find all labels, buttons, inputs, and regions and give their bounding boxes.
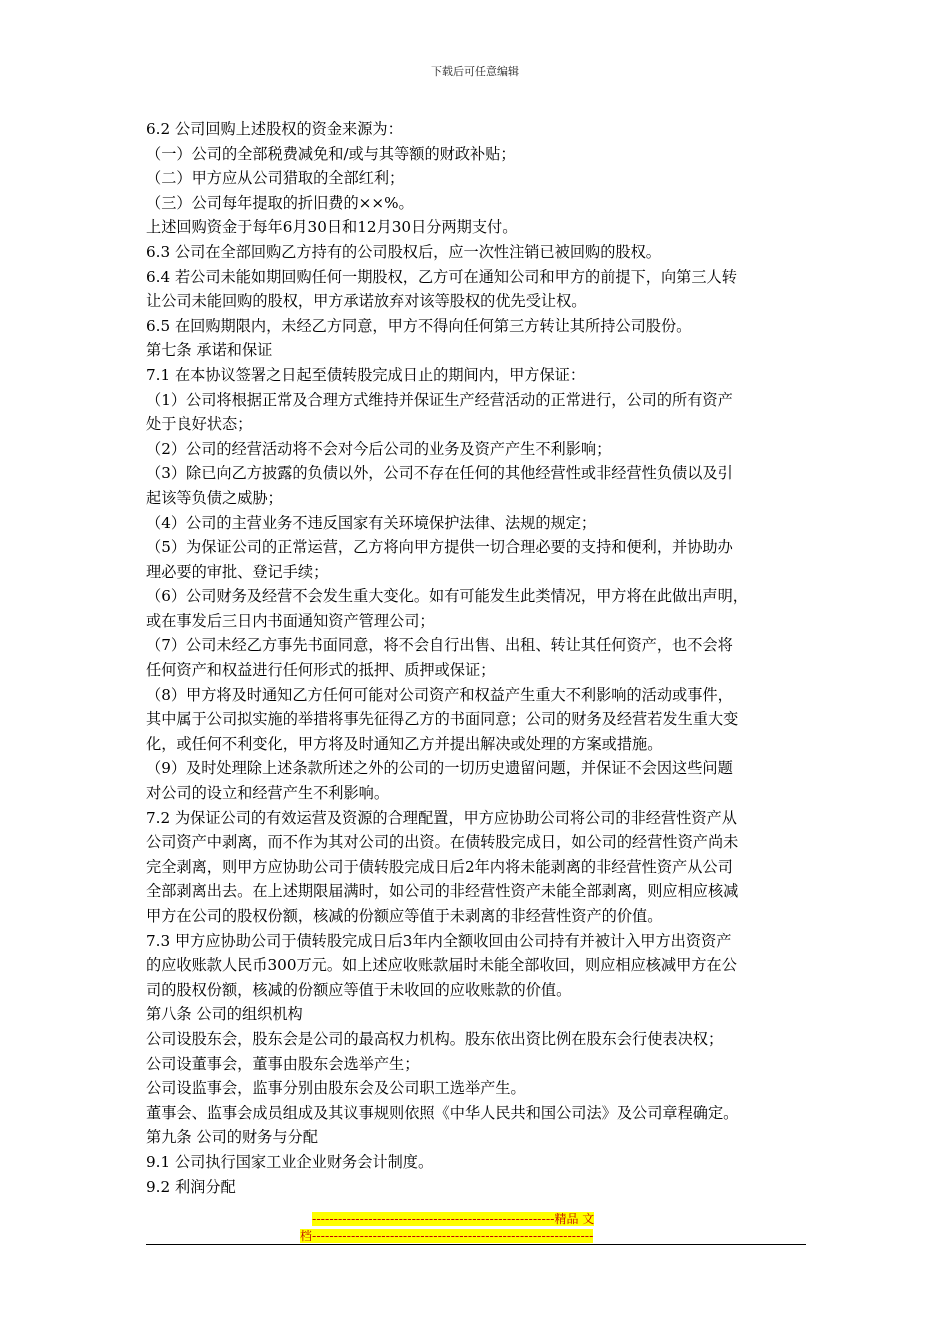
footer-banner [300, 1211, 650, 1245]
document-body [146, 117, 810, 1199]
text-line: 7.3 甲方应协助公司于债转股完成日后3年内全额收回由公司持有并被计入甲方出资资产 [146, 931, 732, 950]
text-line: 9.2 利润分配 [146, 1177, 236, 1196]
text-line: 任何资产和权益进行任何形式的抵押、质押或保证； [146, 661, 496, 680]
text-line: 完全剥离，则甲方应协助公司于债转股完成日后2年内将未能剥离的非经营性资产从公司 [146, 857, 733, 876]
text-line: 全部剥离出去。在上述期限届满时，如公司的非经营性资产未能全部剥离，则应相应核减 [146, 882, 739, 901]
text-line: 甲方在公司的股权份额，核减的份额应等值于未剥离的非经营性资产的价值。 [146, 907, 663, 925]
text-line: 公司设股东会，股东会是公司的最高权力机构。股东依出资比例在股东会行使表决权； [146, 1029, 724, 1048]
text-line: 9.1 公司执行国家工业企业财务会计制度。 [146, 1152, 434, 1171]
text-line: （1）公司将根据正常及合理方式维持并保证生产经营活动的正常进行，公司的所有资产 [146, 390, 733, 409]
text-line: （三）公司每年提取的折旧费的××%。 [146, 193, 414, 212]
text-line: 理必要的审批、登记手续； [146, 562, 329, 581]
text-line: （2）公司的经营活动将不会对今后公司的业务及资产产生不利影响； [146, 439, 612, 458]
text-line: （7）公司未经乙方事先书面同意，将不会自行出售、出租、转让其任何资产，也不会将 [146, 636, 733, 655]
text-line: 或在事发后三日内书面通知资产管理公司； [146, 611, 435, 630]
text-line: （3）除已向乙方披露的负债以外，公司不存在任何的其他经营性或非经营性负债以及引 [146, 464, 733, 483]
text-line: 化，或任何不利变化，甲方将及时通知乙方并提出解决或处理的方案或措施。 [146, 734, 663, 753]
text-line: 起该等负债之威胁； [146, 488, 283, 507]
text-line: 第七条 承诺和保证 [146, 341, 273, 360]
text-line: （9）及时处理除上述条款所述之外的公司的一切历史遗留问题，并保证不会因这些问题 [146, 759, 733, 778]
text-line: （二）甲方应从公司猎取的全部红利； [146, 169, 405, 188]
text-line: 7.1 在本协议签署之日起至债转股完成日止的期间内，甲方保证： [146, 365, 586, 384]
text-line: 6.4 若公司未能如期回购任何一期股权，乙方可在通知公司和甲方的前提下，向第三人转 [146, 267, 737, 286]
text-line: （一）公司的全部税费减免和/或与其等额的财政补贴； [146, 144, 516, 163]
footer-banner-line-2: 档----------------------------------------------------------------- [300, 1229, 594, 1243]
text-line: （5）为保证公司的正常运营，乙方将向甲方提供一切合理必要的支持和便利，并协助办 [146, 538, 733, 557]
text-line: 公司资产中剥离，而不作为其对公司的出资。在债转股完成日，如公司的经营性资产尚未 [146, 833, 739, 852]
text-line: （4）公司的主营业务不违反国家有关环境保护法律、法规的规定； [146, 513, 597, 532]
footer-rule [146, 1244, 806, 1245]
footer-banner-line-1: --------------------------------------------------------精品 文 [312, 1212, 595, 1226]
text-line: 第九条 公司的财务与分配 [146, 1128, 318, 1147]
text-line: 6.2 公司回购上述股权的资金来源为： [146, 120, 403, 138]
text-line: 7.2 为保证公司的有效运营及资源的合理配置，甲方应协助公司将公司的非经营性资产从 [146, 808, 737, 827]
text-line: （8）甲方将及时通知乙方任何可能对公司资产和权益产生重大不利影响的活动或事件， [146, 685, 733, 704]
text-line: 处于良好状态； [146, 415, 253, 434]
text-line: 让公司未能回购的股权，甲方承诺放弃对该等股权的优先受让权。 [146, 292, 587, 311]
text-line: 的应收账款人民币300万元。如上述应收账款届时未能全部收回，则应相应核减甲方在公 [146, 956, 737, 975]
page-header: 下载后可任意编辑 [431, 65, 519, 78]
text-line: 其中属于公司拟实施的举措将事先征得乙方的书面同意；公司的财务及经营若发生重大变 [146, 710, 739, 729]
text-line: 对公司的设立和经营产生不利影响。 [146, 784, 389, 803]
text-line: 公司设董事会，董事由股东会选举产生； [146, 1054, 420, 1073]
text-line: 6.3 公司在全部回购乙方持有的公司股权后，应一次性注销已被回购的股权。 [146, 242, 661, 261]
text-line: 董事会、监事会成员组成及其议事规则依照《中华人民共和国公司法》及公司章程确定。 [146, 1103, 739, 1122]
text-line: 6.5 在回购期限内，未经乙方同意，甲方不得向任何第三方转让其所持公司股份。 [146, 316, 692, 335]
text-line: 公司设监事会，监事分别由股东会及公司职工选举产生。 [146, 1079, 526, 1098]
text-line: 上述回购资金于每年6月30日和12月30日分两期支付。 [146, 218, 518, 237]
text-line: （6）公司财务及经营不会发生重大变化。如有可能发生此类情况，甲方将在此做出声明， [146, 587, 748, 606]
text-line: 司的股权份额，核减的份额应等值于未收回的应收账款的价值。 [146, 980, 572, 999]
text-line: 第八条 公司的组织机构 [146, 1005, 303, 1024]
